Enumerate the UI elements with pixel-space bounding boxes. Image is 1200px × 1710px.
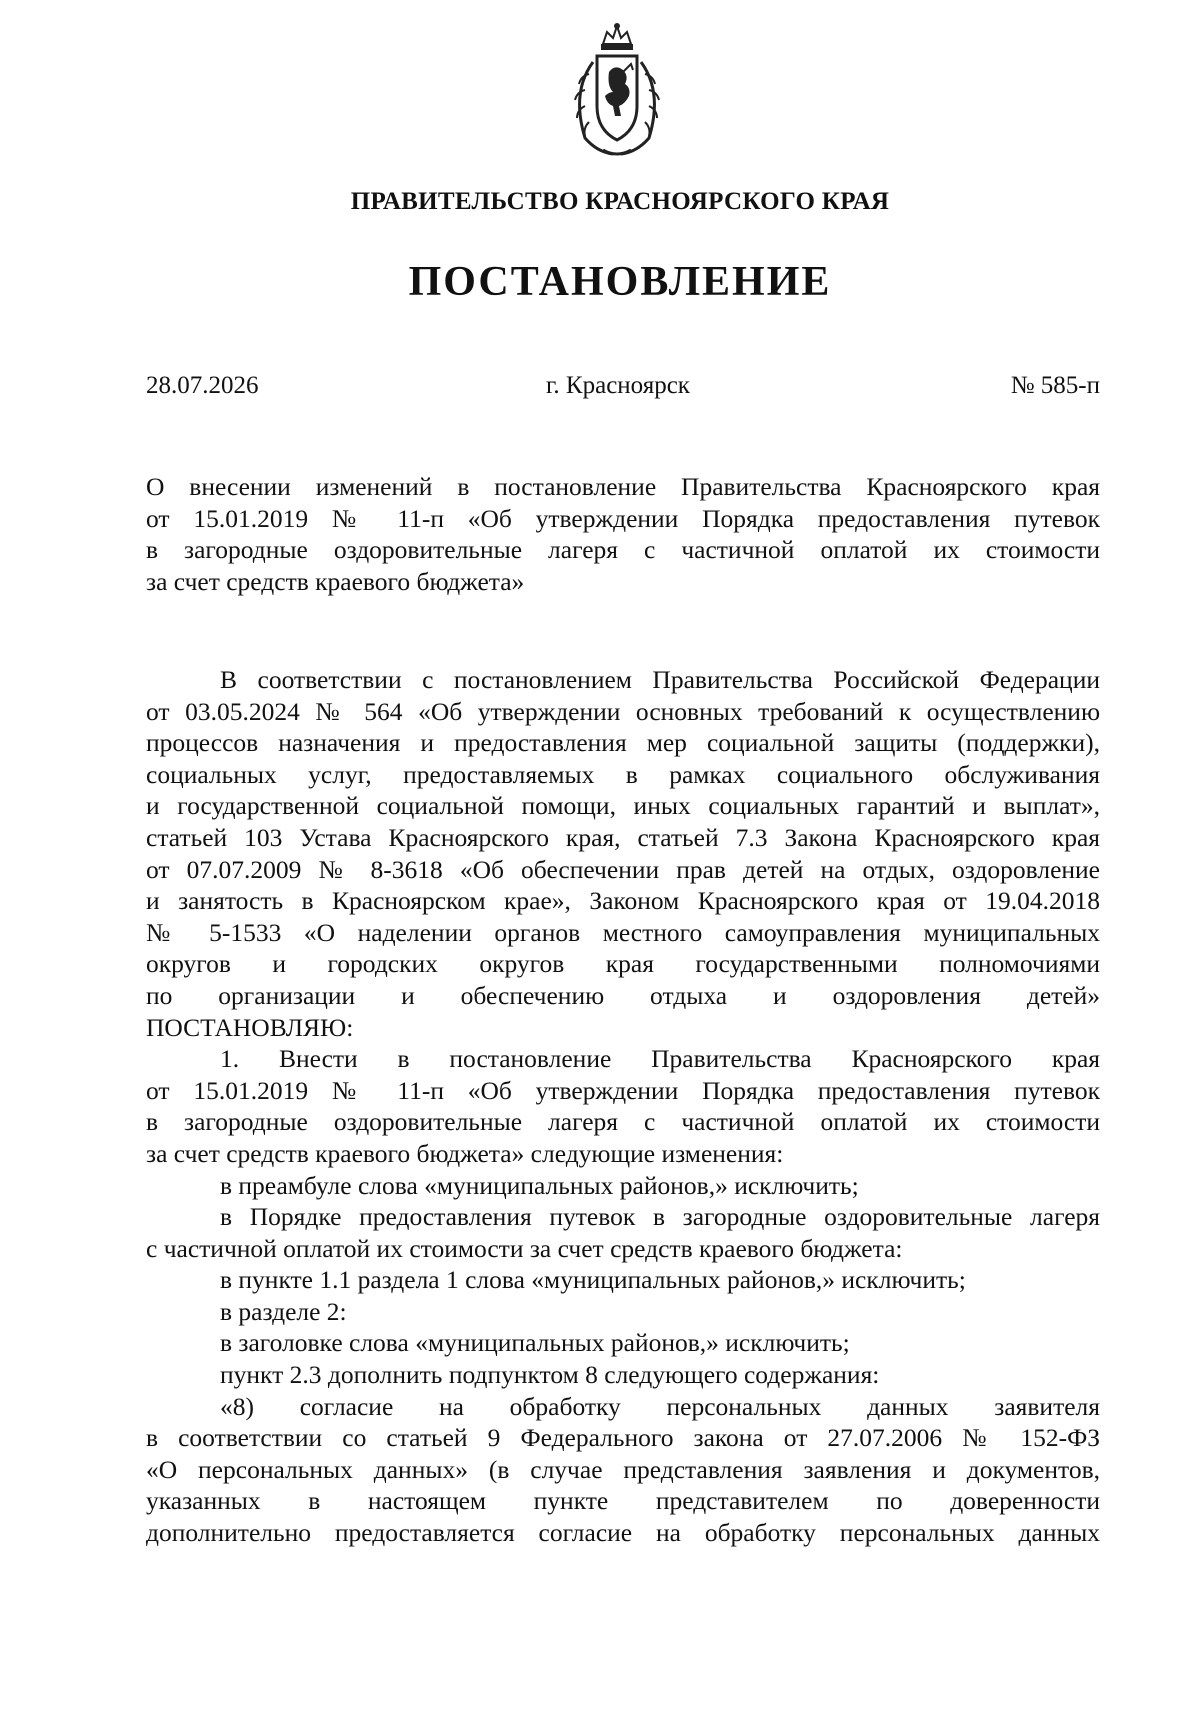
document-body xyxy=(146,664,1100,1549)
document-meta-row xyxy=(146,372,1100,406)
body-line: указанных в настоящем пункте представителем по доверенности xyxy=(146,1486,1100,1516)
coat-of-arms-emblem xyxy=(563,22,671,160)
body-line: 1. Внести в постановление Правительства Красноярского края xyxy=(220,1044,1100,1074)
document-subject xyxy=(146,471,1100,597)
subject-line: от 15.01.2019 № 11-п «Об утверждении Порядка предоставления путевок xyxy=(146,503,1100,533)
body-line: статьей 103 Устава Красноярского края, статьей 7.3 Закона Красноярского края xyxy=(146,822,1100,852)
body-line: по организации и обеспечению отдыха и оздоровления детей» xyxy=(146,980,1100,1010)
document-number: № 585-п xyxy=(1010,372,1100,399)
body-line: № 5-1533 «О наделении органов местного самоуправления муниципальных xyxy=(146,917,1100,947)
body-line: за счет средств краевого бюджета» следующие изменения: xyxy=(146,1138,784,1168)
body-line: в разделе 2: xyxy=(220,1296,347,1326)
subject-line: в загородные оздоровительные лагеря с частичной оплатой их стоимости xyxy=(146,535,1100,565)
body-line: В соответствии с постановлением Правительства Российской Федерации xyxy=(220,665,1100,694)
document-city: г. Красноярск xyxy=(546,372,690,399)
body-line: дополнительно предоставляется согласие на обработку персональных данных xyxy=(146,1518,1100,1548)
body-line: пункт 2.3 дополнить подпунктом 8 следующего содержания: xyxy=(220,1360,880,1390)
body-line: в соответствии со статьей 9 Федерального закона от 27.07.2006 № 152-ФЗ xyxy=(146,1423,1100,1453)
body-line: от 15.01.2019 № 11-п «Об утверждении Порядка предоставления путевок xyxy=(146,1075,1100,1105)
subject-line: О внесении изменений в постановление Правительства Красноярского края xyxy=(146,472,1100,501)
document-type-title: ПОСТАНОВЛЕНИЕ xyxy=(408,259,832,305)
body-line: «О персональных данных» (в случае представления заявления и документов, xyxy=(146,1454,1100,1484)
body-line: и государственной социальной помощи, иных социальных гарантий и выплат», xyxy=(146,791,1100,821)
body-line: от 07.07.2009 № 8-3618 «Об обеспечении прав детей на отдых, оздоровление xyxy=(146,854,1100,884)
body-line: округов и городских округов края государственными полномочиями xyxy=(146,949,1100,979)
body-line: в пункте 1.1 раздела 1 слова «муниципальных районов,» исключить; xyxy=(220,1265,966,1295)
document-date: 28.07.2026 xyxy=(146,372,259,399)
body-line: в загородные оздоровительные лагеря с частичной оплатой их стоимости xyxy=(146,1107,1100,1137)
organization-title: ПРАВИТЕЛЬСТВО КРАСНОЯРСКОГО КРАЯ xyxy=(350,188,890,215)
body-line: в заголовке слова «муниципальных районов,» исключить; xyxy=(220,1328,850,1358)
body-line: «8) согласие на обработку персональных данных заявителя xyxy=(220,1391,1100,1421)
subject-line: за счет средств краевого бюджета» xyxy=(146,566,525,596)
body-line: процессов назначения и предоставления мер социальной защиты (поддержки), xyxy=(146,728,1100,758)
body-line: и занятость в Красноярском крае», Законом Красноярского края от 19.04.2018 xyxy=(146,886,1100,916)
body-line: социальных услуг, предоставляемых в рамках социального обслуживания xyxy=(146,759,1100,789)
body-line: с частичной оплатой их стоимости за счет средств краевого бюджета: xyxy=(146,1233,903,1263)
body-line: ПОСТАНОВЛЯЮ: xyxy=(146,1012,354,1042)
body-line: от 03.05.2024 № 564 «Об утверждении основных требований к осуществлению xyxy=(146,696,1100,726)
body-line: в преамбуле слова «муниципальных районов,» исключить; xyxy=(220,1170,859,1200)
body-line: в Порядке предоставления путевок в загородные оздоровительные лагеря xyxy=(220,1202,1100,1232)
